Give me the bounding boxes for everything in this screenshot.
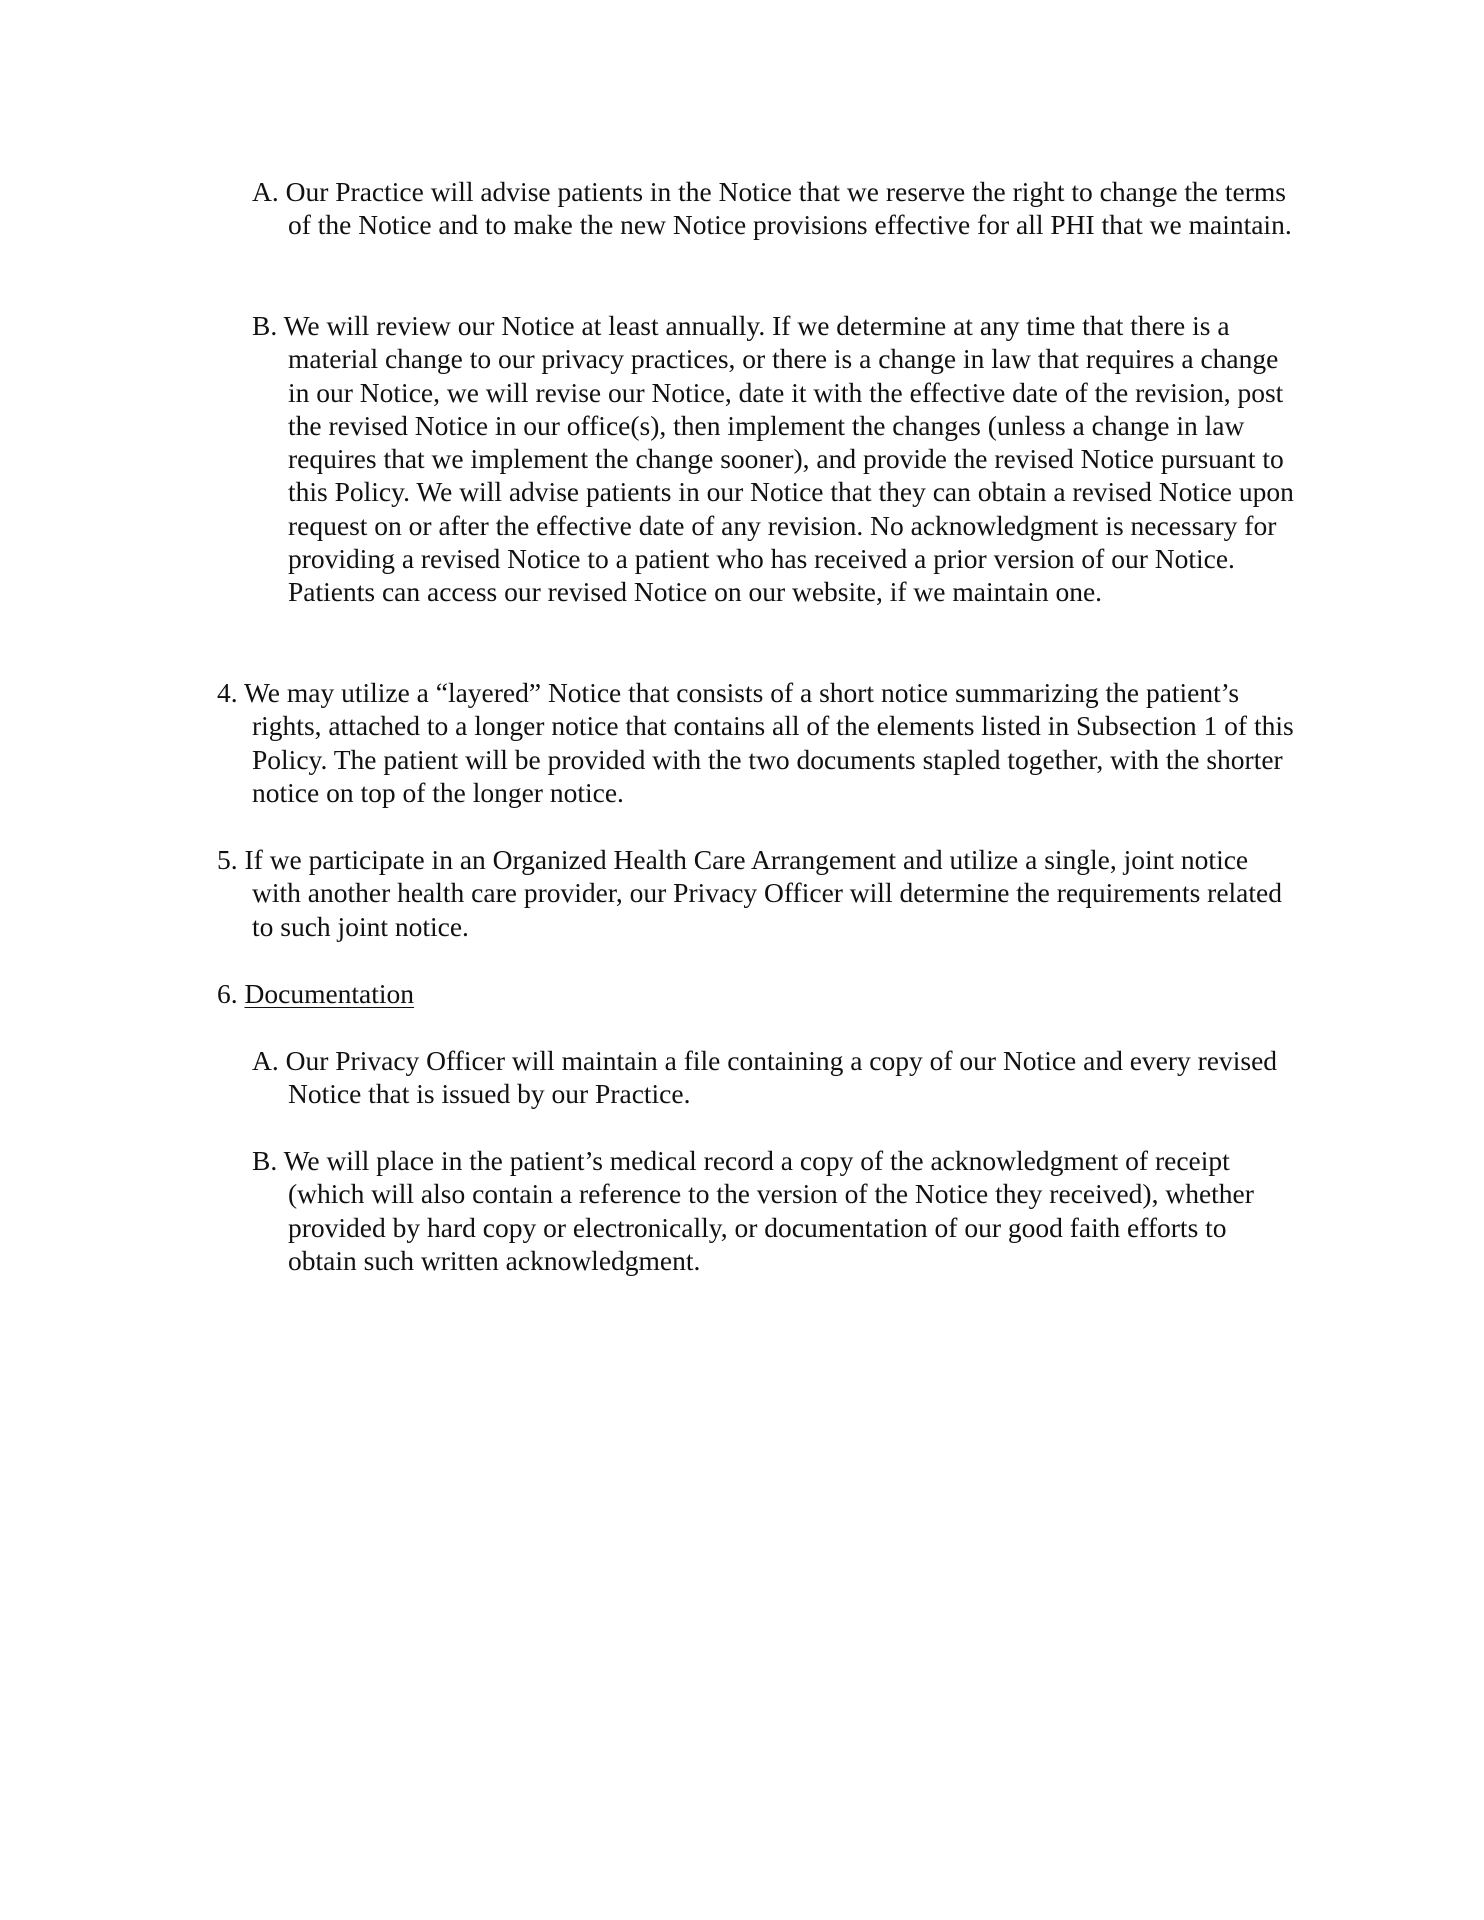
item-text: We will place in the patient’s medical record a copy of the acknowledgment of receipt (which will also contain a reference to the version of the Notice they received), whether provided by hard copy or electronically, or documentation of our good faith efforts to obtain such written acknowledgment. — [283, 1145, 1254, 1276]
section-heading-text: Documentation — [244, 978, 415, 1009]
item-label: A. — [252, 1045, 279, 1076]
item-number: 5. — [217, 844, 238, 875]
documentation-item-a — [252, 1044, 1298, 1111]
documentation-item-b — [252, 1144, 1298, 1277]
layered-notice-item — [217, 676, 1297, 809]
item-text: If we participate in an Organized Health Care Arrangement and utilize a single, joint notice with another health care provider, our Privacy Officer will determine the requirements related to such joint notice. — [244, 844, 1282, 942]
item-text: Our Practice will advise patients in the Notice that we reserve the right to change the terms of the Notice and to make the new Notice provisions effective for all PHI that we maintain. — [285, 176, 1292, 241]
item-text: We may utilize a “layered” Notice that consists of a short notice summarizing the patient’s rights, attached to a longer notice that contains all of the elements listed in Subsection 1 of this Policy. The patient will be provided with the two documents stapled together, with the shorter notice on top of the longer notice. — [244, 677, 1294, 808]
joint-notice-item — [217, 843, 1297, 943]
item-text: Our Privacy Officer will maintain a file containing a copy of our Notice and every revised Notice that is issued by our Practice. — [285, 1045, 1278, 1110]
item-number: 4. — [217, 677, 238, 708]
item-label: A. — [252, 176, 279, 207]
item-label: B. — [252, 310, 278, 341]
documentation-heading — [217, 977, 1297, 1010]
item-label: B. — [252, 1145, 278, 1176]
notice-changes-item-a — [252, 175, 1298, 242]
item-text: We will review our Notice at least annually. If we determine at any time that there is a material change to our privacy practices, or there is a change in law that requires a change in our Notice, we will revise our Notice, date it with the effective date of the revision, post the revised Notice in our office(s), then implement the changes (unless a change in law requires that we implement the change sooner), and provide the revised Notice pursuant to this Policy. We will advise patients in our Notice that they can obtain a revised Notice upon request on or after the effective date of any revision. No acknowledgment is necessary for providing a revised Notice to a patient who has received a prior version of our Notice. Patients can access our revised Notice on our website, if we maintain one. — [283, 310, 1294, 608]
item-number: 6. — [217, 978, 238, 1009]
notice-changes-item-b — [252, 309, 1298, 609]
